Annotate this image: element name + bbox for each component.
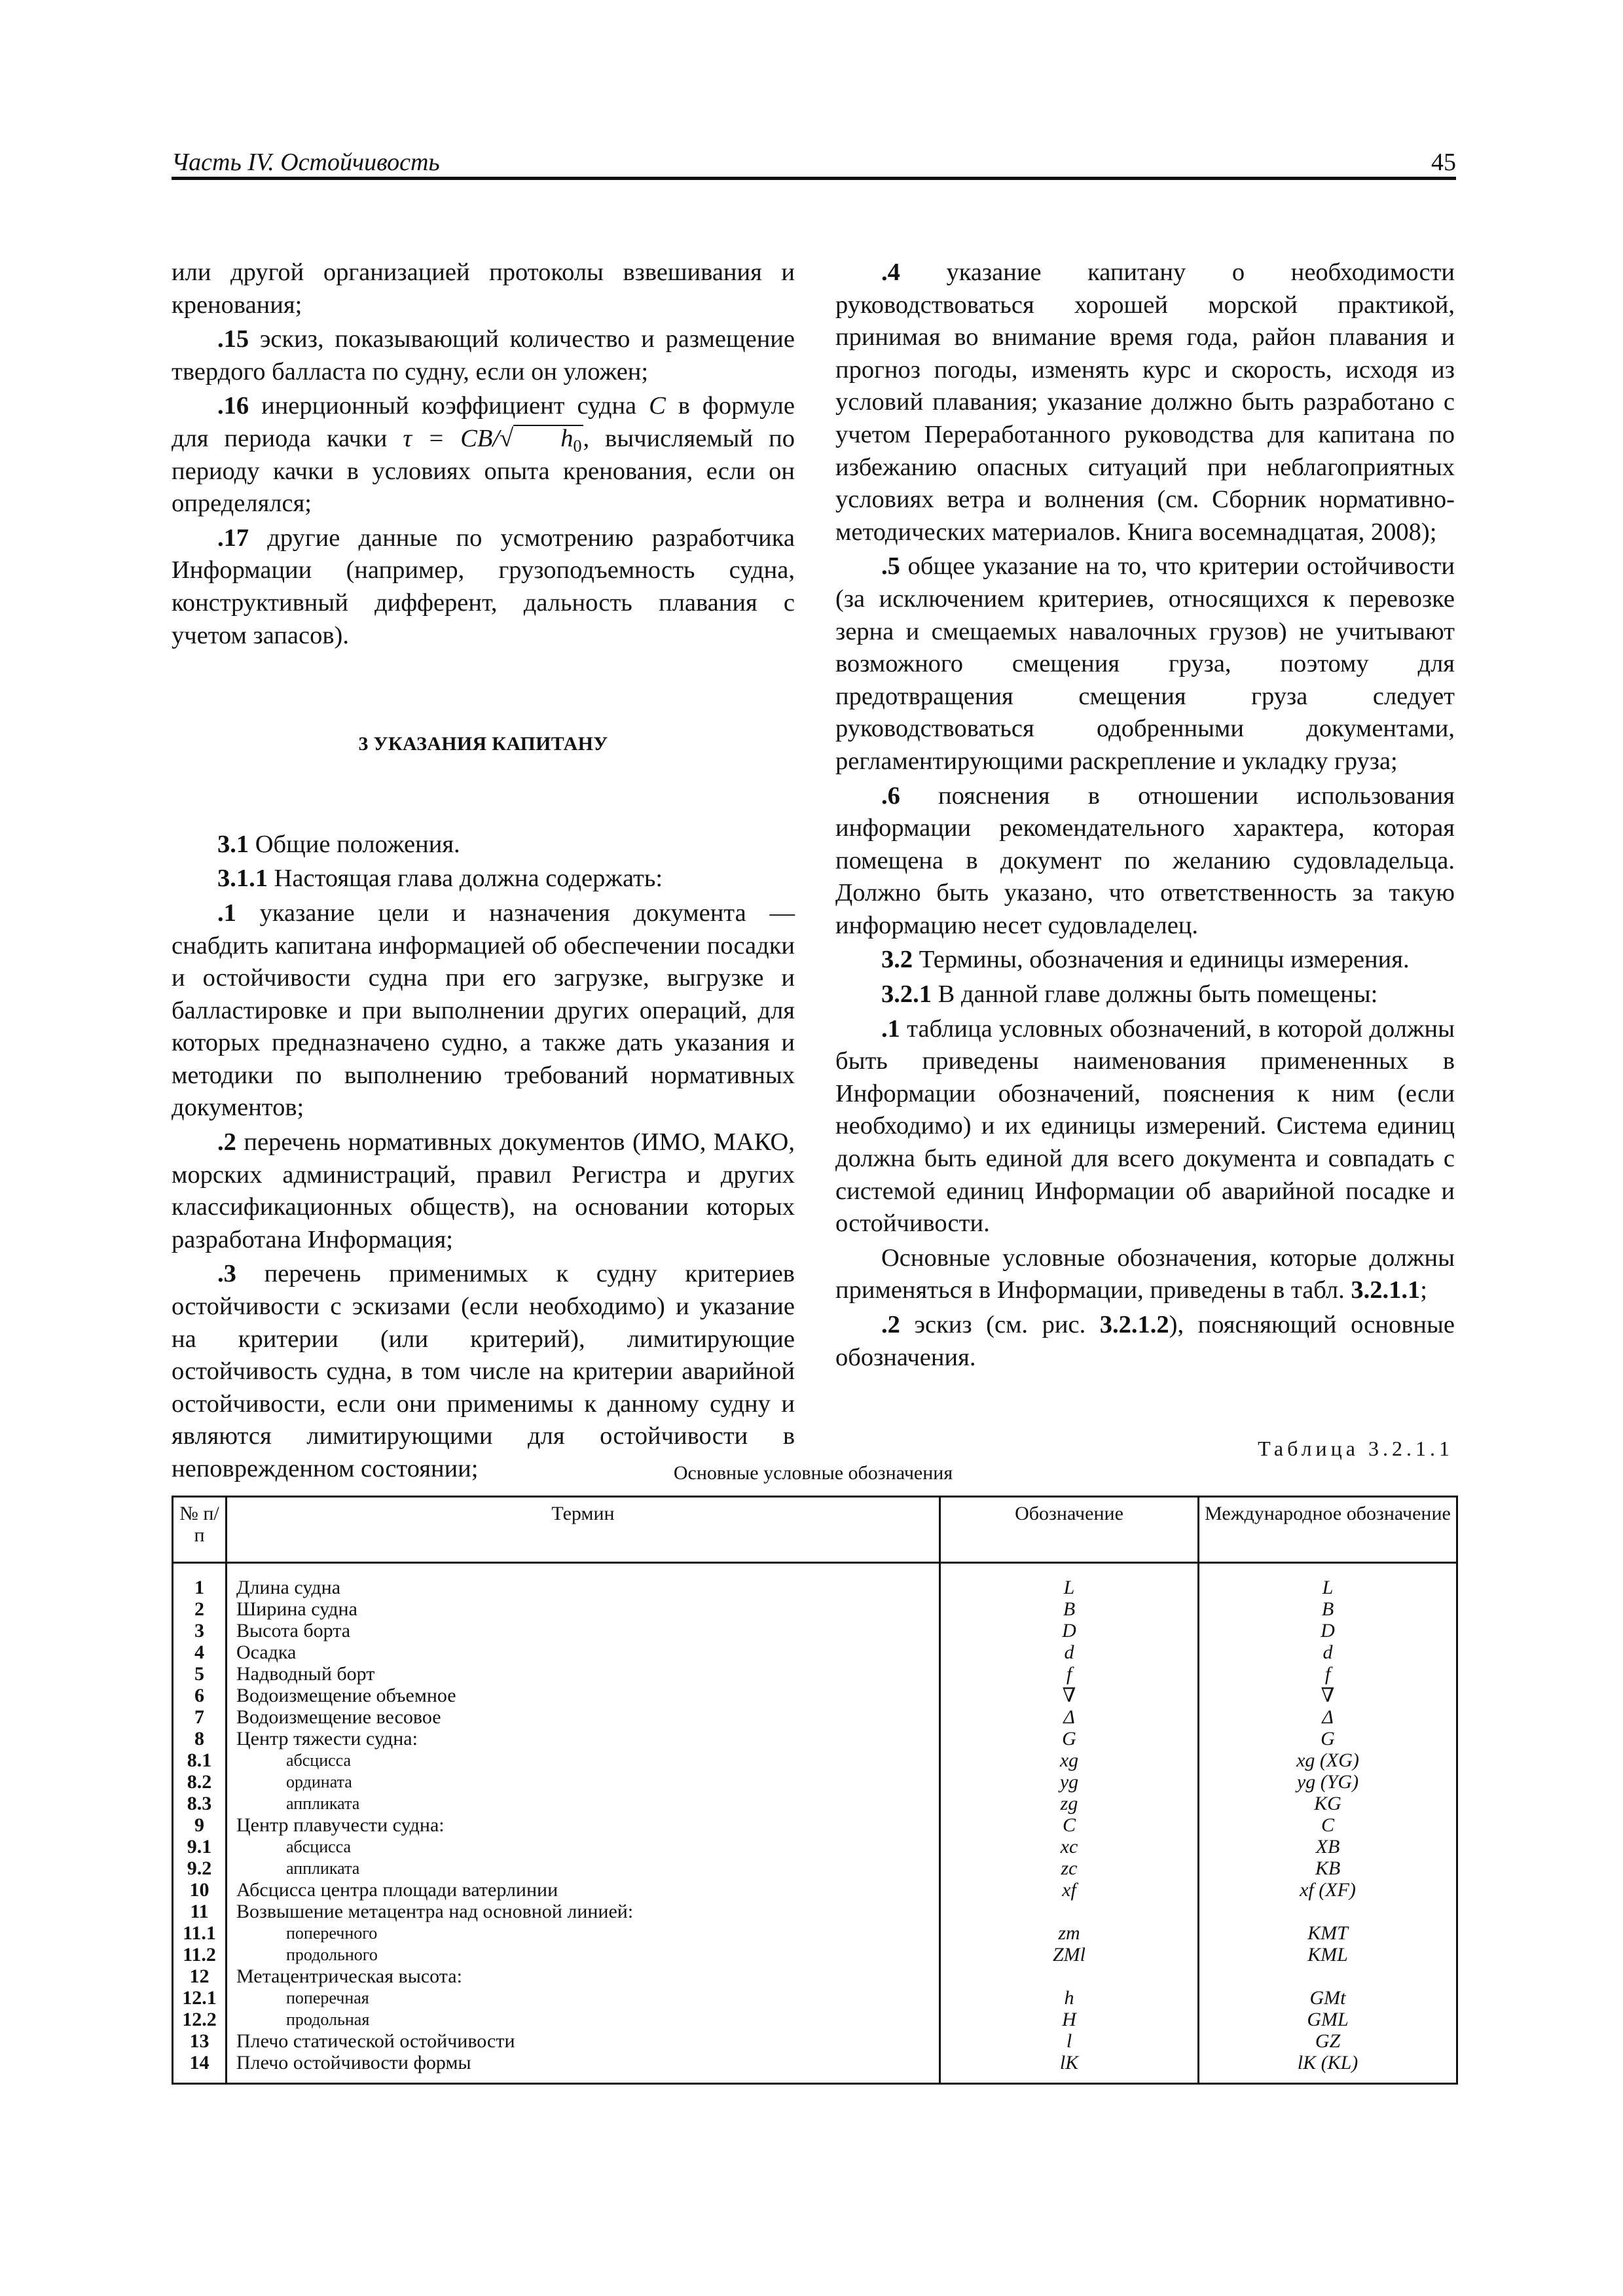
header-intl: Международное обозначение [1199, 1497, 1457, 1563]
table-row [173, 1814, 1457, 1836]
table-row [173, 1598, 1457, 1620]
table-cell-num: 11.2 [173, 1944, 227, 1965]
table-cell-num: 8.1 [173, 1749, 227, 1771]
table-caption: Основные условные обозначения [673, 1462, 953, 1484]
table-cell-intl: KG [1199, 1793, 1457, 1814]
table-cell-intl: C [1199, 1814, 1457, 1836]
table-cell-symbol: l [940, 2030, 1199, 2052]
item-3: .3 перечень применимых к судну критериев остойчивости с эскизами (если необходимо) и указание на критерии (или критерий), лимитирующие остойчивость судна, в том числе на критерии аварийной остойчивости, если они применимы к данному судну и являются лимитирующими для остойчивости в неповрежденном состоянии; [172, 1260, 795, 1482]
header-symbol: Обозначение [940, 1497, 1199, 1563]
table-cell-num: 14 [173, 2052, 227, 2084]
left-column [172, 257, 795, 1486]
table-cell-term: Высота борта [227, 1620, 940, 1641]
table-cell-num: 10 [173, 1879, 227, 1901]
running-head [172, 148, 1456, 179]
subsection-3-1: 3.1 Общие положения. [217, 830, 460, 858]
table-cell-intl: XB [1199, 1836, 1457, 1857]
subsection-3-2: 3.2 Термины, обозначения и единицы измерения. [881, 946, 1410, 974]
table-cell-num: 3 [173, 1620, 227, 1641]
table-cell-term: продольная [227, 2009, 940, 2030]
table-row [173, 1749, 1457, 1771]
symbols-table [172, 1496, 1458, 2085]
table-row [173, 1857, 1457, 1879]
table-row [173, 1641, 1457, 1663]
paragraph: или другой организацией протоколы взвешивания и кренования; [172, 259, 795, 319]
table-cell-intl: ∇ [1199, 1685, 1457, 1706]
table-cell-term: ордината [227, 1771, 940, 1793]
table-reference: 3.2.1.1 [1351, 1276, 1421, 1304]
table-cell-symbol: ∇ [940, 1685, 1199, 1706]
table-cell-intl [1199, 1901, 1457, 1922]
table-cell-intl: L [1199, 1563, 1457, 1599]
header-rule [172, 177, 1456, 180]
table-cell-num: 9.1 [173, 1836, 227, 1857]
subsection-3-2-1: 3.2.1 В данной главе должны быть помещены: [881, 980, 1378, 1009]
table-row [173, 1793, 1457, 1814]
table-cell-num: 6 [173, 1685, 227, 1706]
period-formula: τ = CB/ [403, 424, 500, 452]
table-cell-intl: KML [1199, 1944, 1457, 1965]
table-cell-term: Абсцисса центра площади ватерлинии [227, 1879, 940, 1901]
table-cell-intl: G [1199, 1728, 1457, 1749]
table-cell-symbol [940, 1901, 1199, 1922]
table-cell-term: Возвышение метацентра над основной линией: [227, 1901, 940, 1922]
section-heading: 3 УКАЗАНИЯ КАПИТАНУ [358, 733, 608, 755]
right-column [835, 257, 1455, 1374]
table-row [173, 1663, 1457, 1685]
table-cell-symbol: L [940, 1563, 1199, 1599]
table-cell-term: поперечного [227, 1922, 940, 1944]
table-cell-intl: GZ [1199, 2030, 1457, 2052]
table-row [173, 2009, 1457, 2030]
table-cell-num: 8.3 [173, 1793, 227, 1814]
table-row [173, 1771, 1457, 1793]
table-cell-symbol: d [940, 1641, 1199, 1663]
table-cell-symbol: C [940, 1814, 1199, 1836]
table-cell-intl: GMt [1199, 1987, 1457, 2009]
table-cell-intl: xf (XF) [1199, 1879, 1457, 1901]
table-cell-symbol: h [940, 1987, 1199, 2009]
table-row [173, 1922, 1457, 1944]
table-cell-num: 5 [173, 1663, 227, 1685]
paragraph-main-symbols: Основные условные обозначения, которые должны применяться в Информации, приведены в табл. 3.2.1.1; [835, 1244, 1455, 1304]
item-j2: .2 эскиз (см. рис. 3.2.1.2), поясняющий основные обозначения. [835, 1311, 1455, 1371]
table-row [173, 1620, 1457, 1641]
table-cell-intl: d [1199, 1641, 1457, 1663]
table-row [173, 1836, 1457, 1857]
table-cell-symbol: zm [940, 1922, 1199, 1944]
subsection-3-1-1: 3.1.1 Настоящая глава должна содержать: [217, 865, 663, 893]
table-cell-num: 9.2 [173, 1857, 227, 1879]
item-5: .5 общее указание на то, что критерии остойчивости (за исключением критериев, относящихся к перевозке зерна и смещаемых навалочных грузов) не учитывают возможного смещения груза, поэтому для предотвращения смещения груза следует руководствоваться одобренными документами, регламентирующими раскрепление и укладку груза; [835, 552, 1455, 775]
table-cell-intl: KMT [1199, 1922, 1457, 1944]
table-cell-num: 2 [173, 1598, 227, 1620]
table-cell-symbol: D [940, 1620, 1199, 1641]
table-row [173, 1901, 1457, 1922]
table-cell-num: 12 [173, 1965, 227, 1987]
table-cell-intl: xg (XG) [1199, 1749, 1457, 1771]
table-cell-intl: yg (YG) [1199, 1771, 1457, 1793]
table-cell-term: Надводный борт [227, 1663, 940, 1685]
table-cell-num: 1 [173, 1563, 227, 1599]
table-row [173, 2052, 1457, 2084]
table-cell-symbol: H [940, 2009, 1199, 2030]
table-cell-intl: f [1199, 1663, 1457, 1685]
table-row [173, 1706, 1457, 1728]
table-cell-term: Плечо остойчивости формы [227, 2052, 940, 2084]
item-17: .17 другие данные по усмотрению разработчика Информации (например, грузоподъемность судна, конструктивный дифферент, дальность плавания с учетом запасов). [172, 524, 795, 649]
table-row [173, 1987, 1457, 2009]
table-row [173, 1944, 1457, 1965]
table-cell-term: поперечная [227, 1987, 940, 2009]
table-label: Таблица 3.2.1.1 [1258, 1437, 1453, 1460]
table-cell-symbol: G [940, 1728, 1199, 1749]
table-cell-intl: GML [1199, 2009, 1457, 2030]
table-cell-num: 8 [173, 1728, 227, 1749]
table-cell-term: аппликата [227, 1857, 940, 1879]
table-cell-symbol: zc [940, 1857, 1199, 1879]
item-4: .4 указание капитану о необходимости руководствоваться хорошей морской практикой, принимая во внимание время года, район плавания и прогноз погоды, изменять курс и скорость, исходя из условий плавания; указание должно быть разработано с учетом Переработанного руководства для капитана по избежанию опасных ситуаций при неблагоприятных условиях ветра и волнения (см. Сборник нормативно-методических материалов. Книга восемнадцатая, 2008); [835, 259, 1455, 546]
table-cell-num: 9 [173, 1814, 227, 1836]
table-cell-symbol: xf [940, 1879, 1199, 1901]
table-row [173, 1563, 1457, 1599]
table-cell-symbol: xg [940, 1749, 1199, 1771]
table-cell-term: продольного [227, 1944, 940, 1965]
table-cell-num: 7 [173, 1706, 227, 1728]
table-cell-symbol [940, 1965, 1199, 1987]
table-cell-term: аппликата [227, 1793, 940, 1814]
table-cell-symbol: B [940, 1598, 1199, 1620]
table-cell-intl: D [1199, 1620, 1457, 1641]
page-number: 45 [1431, 149, 1456, 176]
table-cell-symbol: Δ [940, 1706, 1199, 1728]
table-cell-term: Водоизмещение весовое [227, 1706, 940, 1728]
table-cell-num: 12.2 [173, 2009, 227, 2030]
item-1: .1 указание цели и назначения документа — снабдить капитана информацией об обеспечении посадки и остойчивости судна при его загрузке, выгрузке и балластировке и при выполнении других операций, для которых предназначено судно, а также дать указания и методики по выполнению требований нормативных документов; [172, 899, 795, 1122]
table-cell-num: 4 [173, 1641, 227, 1663]
table-row [173, 1728, 1457, 1749]
table-cell-term: Центр плавучести судна: [227, 1814, 940, 1836]
item-6: .6 пояснения в отношении использования информации рекомендательного характера, которая помещена в документ по желанию судовладельца. Должно быть указано, что ответственность за такую информацию несет судовладелец. [835, 781, 1455, 939]
table-row [173, 1879, 1457, 1901]
table-cell-symbol: xc [940, 1836, 1199, 1857]
table-cell-term: абсцисса [227, 1836, 940, 1857]
header-term: Термин [227, 1497, 940, 1563]
item-j1: .1 таблица условных обозначений, в которой должны быть приведены наименования примененных в Информации обозначений, пояснения к ним (если необходимо) и их единицы измерений. Система единиц должна быть единой для всего документа и совпадать с системой единиц Информации об аварийной посадке и остойчивости. [835, 1014, 1455, 1238]
item-16: .16 инерционный коэффициент судна C в формуле для периода качки τ = CB/√ $h_0$, вычисляемый по периоду качки в условиях опыта кренования, если он определялся; [172, 392, 795, 518]
table-row [173, 1965, 1457, 1987]
table-cell-num: 11.1 [173, 1922, 227, 1944]
sqrt-icon: √ [500, 424, 514, 452]
table-cell-num: 13 [173, 2030, 227, 2052]
table-cell-intl: B [1199, 1598, 1457, 1620]
item-2: .2 перечень нормативных документов (ИМО, МАКО, морских администраций, правил Регистра и других классификационных обществ), на основании которых разработана Информация; [172, 1128, 795, 1253]
table-cell-symbol: lK [940, 2052, 1199, 2084]
table-cell-term: Осадка [227, 1641, 940, 1663]
table-row [173, 1685, 1457, 1706]
table-cell-term: Длина судна [227, 1563, 940, 1599]
table-cell-term: Водоизмещение объемное [227, 1685, 940, 1706]
table-cell-intl: Δ [1199, 1706, 1457, 1728]
table-cell-intl: KB [1199, 1857, 1457, 1879]
item-15: .15 эскиз, показывающий количество и размещение твердого балласта по судну, если он уложен; [172, 325, 795, 386]
header-num: № п/п [173, 1497, 227, 1563]
table-cell-symbol: ZMl [940, 1944, 1199, 1965]
table-cell-num: 11 [173, 1901, 227, 1922]
table-cell-term: Метацентрическая высота: [227, 1965, 940, 1987]
table-cell-term: абсцисса [227, 1749, 940, 1771]
table-cell-intl [1199, 1965, 1457, 1987]
table-cell-symbol: zg [940, 1793, 1199, 1814]
table-cell-num: 8.2 [173, 1771, 227, 1793]
table-cell-intl: lK (KL) [1199, 2052, 1457, 2084]
table-cell-term: Плечо статической остойчивости [227, 2030, 940, 2052]
table-row [173, 2030, 1457, 2052]
table-cell-num: 12.1 [173, 1987, 227, 2009]
running-head-title: Часть IV. Остойчивость [172, 149, 440, 176]
table-cell-symbol: f [940, 1663, 1199, 1685]
figure-reference: 3.2.1.2 [1099, 1311, 1169, 1338]
table-cell-term: Ширина судна [227, 1598, 940, 1620]
table-cell-term: Центр тяжести судна: [227, 1728, 940, 1749]
table-cell-symbol: yg [940, 1771, 1199, 1793]
